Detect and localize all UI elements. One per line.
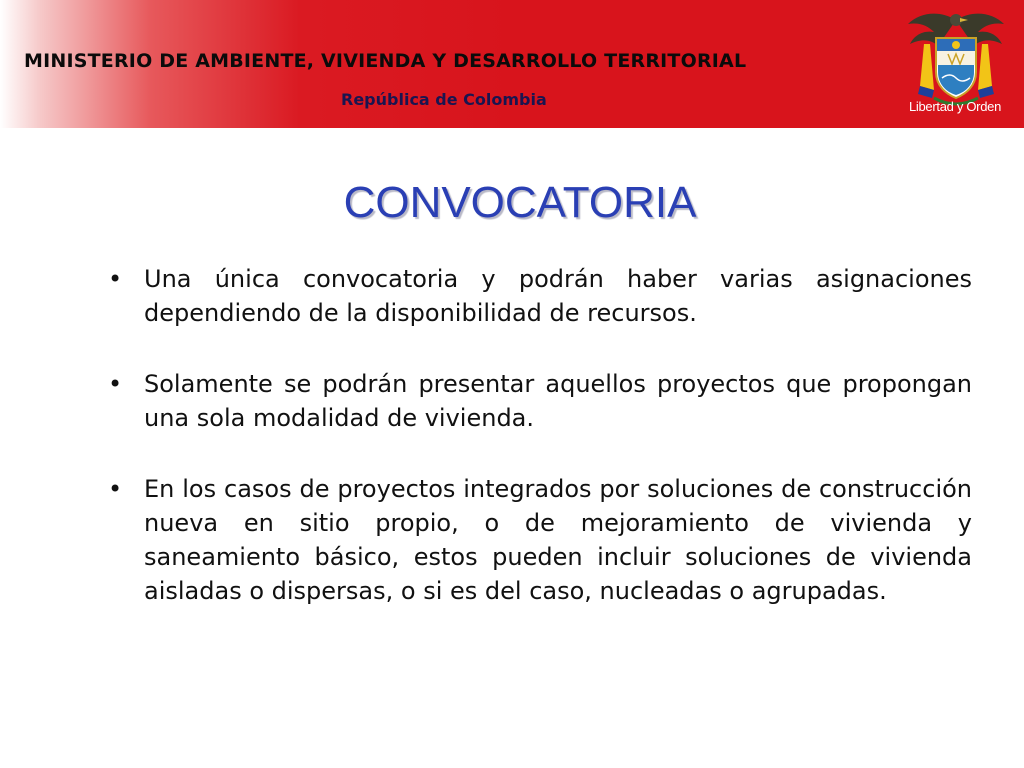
slide-title: CONVOCATORIA	[343, 178, 697, 227]
bullet-text-2: Solamente se podrán presentar aquellos proyectos que propongan una sola modalidad de vivienda.	[144, 370, 972, 432]
bullet-item-1	[108, 262, 972, 330]
bullet-text-3: En los casos de proyectos integrados por soluciones de construcción nueva en sitio propio, o de mejoramiento de vivienda y saneamiento básico, estos pueden incluir soluciones de vivienda aisladas o dispersas, o si es del caso, nucleadas o agrupadas.	[144, 475, 972, 605]
bullet-item-2	[108, 367, 972, 435]
bullet-dot-icon: •	[108, 370, 123, 398]
ministry-name: MINISTERIO DE AMBIENTE, VIVIENDA Y DESARROLLO TERRITORIAL	[24, 50, 747, 72]
republic-name: República de Colombia	[341, 90, 547, 109]
bullet-text-1: Una única convocatoria y podrán haber varias asignaciones dependiendo de la disponibilidad de recursos.	[144, 265, 972, 327]
motto-text: Libertad y Orden	[908, 99, 1002, 114]
header-band	[0, 0, 1024, 128]
bullet-item-3	[108, 472, 972, 608]
bullet-list	[108, 262, 972, 645]
bullet-dot-icon: •	[108, 475, 123, 503]
bullet-dot-icon: •	[108, 265, 123, 293]
